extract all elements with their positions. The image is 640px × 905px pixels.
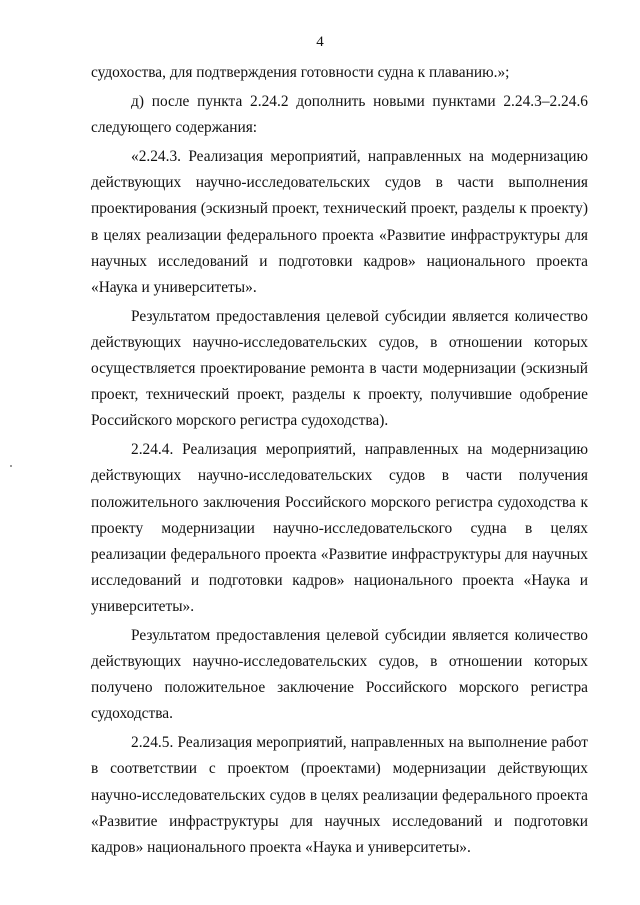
paragraph-7: 2.24.5. Реализация мероприятий, направленных на выполнение работ в соответствии с проектом (проектами) модернизации действующих научно-исследовательских судов в целях реализации федерального проекта «Развитие инфраструктуры для научных исследований и подготовки кадров» национального проекта «Наука и университеты». (91, 734, 588, 856)
paragraph-1: судохоства, для подтверждения готовности судна к плаванию.»; (91, 64, 510, 81)
paragraph-6: Результатом предоставления целевой субсидии является количество действующих научно-исследовательских судов, в отношении которых получено положительное заключение Российского морского регистра судоходства. (91, 626, 588, 723)
scan-edge-mark (10, 465, 12, 467)
document-body (91, 60, 588, 861)
page-number: 4 (316, 34, 324, 50)
paragraph-3: «2.24.3. Реализация мероприятий, направленных на модернизацию действующих научно-исследовательских судов в части выполнения проектирования (эскизный проект, технический проект, разделы к проекту) в целях реализации федерального проекта «Развитие инфраструктуры для научных исследований и подготовки кадров» национального проекта «Наука и университеты». (91, 148, 588, 296)
paragraph-2: д) после пункта 2.24.2 дополнить новыми пунктами 2.24.3–2.24.6 следующего содержания: (91, 93, 588, 137)
paragraph-4: Результатом предоставления целевой субсидии является количество действующих научно-исследовательских судов, в отношении которых осуществляется проектирование ремонта в части модернизации (эскизный проект, технический проект, разделы к проекту, получившие одобрение Российского морского регистра судоходства). (91, 307, 588, 430)
paragraph-5: 2.24.4. Реализация мероприятий, направленных на модернизацию действующих научно-исследовательских судов в части получения положительного заключения Российского морского регистра судоходства к проекту модернизации научно-исследовательского судна в целях реализации федерального проекта «Развитие инфраструктуры для научных исследований и подготовки кадров» национального проекта «Наука и университеты». (91, 441, 588, 615)
